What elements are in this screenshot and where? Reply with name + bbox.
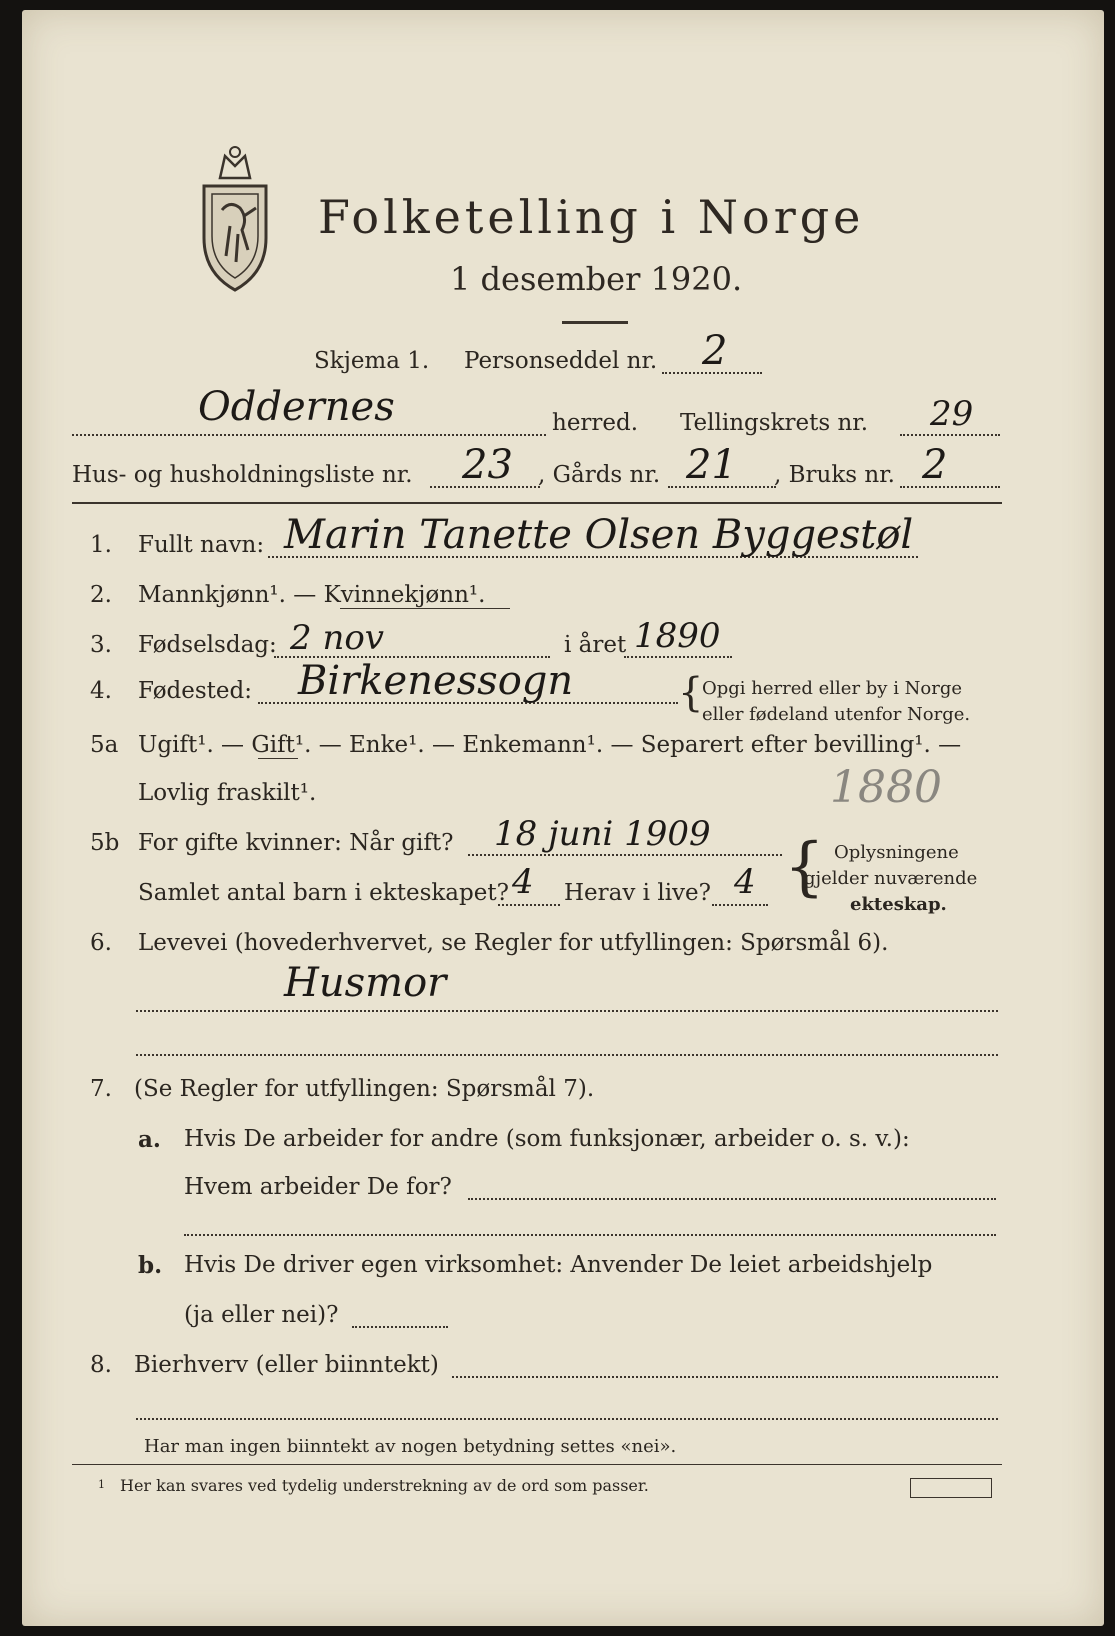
bruks-line bbox=[900, 486, 1000, 488]
q7-label: (Se Regler for utfyllingen: Spørsmål 7). bbox=[134, 1076, 595, 1102]
q5a-selection-underline bbox=[258, 758, 298, 759]
coat-of-arms-icon bbox=[190, 138, 280, 293]
q5a-status-options[interactable]: Ugift¹. — Gift¹. — Enke¹. — Enkemann¹. — Separert efter bevilling¹. — bbox=[138, 732, 962, 758]
footnote-number: 1 bbox=[98, 1478, 105, 1491]
bruks-value[interactable]: 2 bbox=[922, 442, 948, 488]
q1-number: 1. bbox=[90, 532, 112, 558]
herred-label: herred. bbox=[552, 410, 639, 436]
q7b-line[interactable] bbox=[352, 1326, 448, 1328]
q6-occupation-value[interactable]: Husmor bbox=[284, 960, 447, 1006]
q3-year-label: i året bbox=[564, 632, 627, 658]
q3-birthday-value[interactable]: 2 nov bbox=[290, 618, 385, 658]
q5a-number: 5a bbox=[90, 732, 119, 758]
q6-line2 bbox=[136, 1054, 998, 1056]
q7a-letter: a. bbox=[138, 1126, 161, 1153]
hus-label: Hus- og husholdningsliste nr. bbox=[72, 462, 413, 488]
q5b-children-label: Samlet antal barn i ekteskapet? bbox=[138, 880, 509, 906]
q7a-sub-label: Hvem arbeider De for? bbox=[184, 1174, 452, 1200]
q4-note-line2: eller fødeland utenfor Norge. bbox=[702, 704, 971, 725]
census-date: 1 desember 1920. bbox=[450, 260, 743, 298]
q6-number: 6. bbox=[90, 930, 112, 956]
q8-label: Bierhverv (eller biinntekt) bbox=[134, 1352, 439, 1378]
q7b-sub-label: (ja eller nei)? bbox=[184, 1302, 339, 1328]
no-income-note: Har man ingen biinntekt av nogen betydning settes «nei». bbox=[144, 1436, 677, 1457]
q4-label: Fødested: bbox=[138, 678, 253, 704]
personseddel-value[interactable]: 2 bbox=[702, 328, 728, 374]
q3-year-line bbox=[624, 656, 732, 658]
q5b-brace: { bbox=[784, 830, 825, 904]
q5b-children-line bbox=[498, 904, 560, 906]
q8-line2[interactable] bbox=[136, 1418, 998, 1420]
hus-value[interactable]: 23 bbox=[462, 442, 513, 488]
q2-selection-underline bbox=[340, 608, 510, 609]
q5b-alive-value[interactable]: 4 bbox=[734, 862, 756, 902]
q7a-text: Hvis De arbeider for andre (som funksjonær, arbeider o. s. v.): bbox=[184, 1126, 910, 1152]
herred-line bbox=[72, 434, 546, 436]
bruks-label: , Bruks nr. bbox=[774, 462, 895, 488]
census-form-paper bbox=[22, 10, 1104, 1626]
skjema-label: Skjema 1. bbox=[314, 348, 430, 374]
q5b-note-line2: gjelder nuværende bbox=[804, 868, 978, 889]
q7a-line2[interactable] bbox=[184, 1234, 996, 1236]
q4-note-line1: Opgi herred eller by i Norge bbox=[702, 678, 963, 699]
q5b-alive-label: Herav i live? bbox=[564, 880, 711, 906]
q3-number: 3. bbox=[90, 632, 112, 658]
q1-full-name-value[interactable]: Marin Tanette Olsen Byggestøl bbox=[284, 512, 914, 558]
personseddel-label: Personseddel nr. bbox=[464, 348, 658, 374]
footnote-text: Her kan svares ved tydelig understrekning av de ord som passer. bbox=[120, 1476, 649, 1495]
q5a-status-options-line2[interactable]: Lovlig fraskilt¹. bbox=[138, 780, 317, 806]
title-divider bbox=[562, 321, 628, 324]
q2-gender-options[interactable]: Mannkjønn¹. — Kvinnekjønn¹. bbox=[138, 582, 486, 608]
q5b-number: 5b bbox=[90, 830, 120, 856]
q5b-children-value[interactable]: 4 bbox=[512, 862, 534, 902]
q8-number: 8. bbox=[90, 1352, 112, 1378]
q5b-label: For gifte kvinner: Når gift? bbox=[138, 830, 454, 856]
gards-label: , Gårds nr. bbox=[538, 462, 661, 488]
q3-year-value[interactable]: 1890 bbox=[634, 616, 721, 656]
q5b-note-line3: ekteskap. bbox=[850, 894, 947, 915]
tellingskrets-line bbox=[900, 434, 1000, 436]
gards-value[interactable]: 21 bbox=[686, 442, 737, 488]
q6-line1 bbox=[136, 1010, 998, 1012]
footer-divider bbox=[72, 1464, 1002, 1465]
herred-value[interactable]: Oddernes bbox=[198, 384, 395, 430]
q4-number: 4. bbox=[90, 678, 112, 704]
form-title: Folketelling i Norge bbox=[318, 190, 865, 244]
q5a-annotation: 1880 bbox=[830, 762, 942, 813]
tellingskrets-value[interactable]: 29 bbox=[930, 394, 974, 434]
q6-label: Levevei (hovederhvervet, se Regler for utfyllingen: Spørsmål 6). bbox=[138, 930, 889, 956]
q5b-married-value[interactable]: 18 juni 1909 bbox=[494, 814, 711, 854]
q4-birthplace-value[interactable]: Birkenessogn bbox=[298, 658, 574, 704]
q2-number: 2. bbox=[90, 582, 112, 608]
q4-brace: { bbox=[678, 670, 704, 716]
q3-label: Fødselsdag: bbox=[138, 632, 277, 658]
q5b-alive-line bbox=[712, 904, 768, 906]
q8-line[interactable] bbox=[452, 1376, 998, 1378]
q7-number: 7. bbox=[90, 1076, 112, 1102]
q7b-letter: b. bbox=[138, 1252, 163, 1279]
q7b-text: Hvis De driver egen virksomhet: Anvender De leiet arbeidshjelp bbox=[184, 1252, 933, 1278]
printer-stamp bbox=[910, 1478, 992, 1498]
header-divider bbox=[72, 502, 1002, 504]
q7a-line[interactable] bbox=[468, 1198, 996, 1200]
q5b-note-line1: Oplysningene bbox=[834, 842, 959, 863]
q1-label: Fullt navn: bbox=[138, 532, 265, 558]
q5b-line bbox=[468, 854, 782, 856]
tellingskrets-label: Tellingskrets nr. bbox=[680, 410, 869, 436]
